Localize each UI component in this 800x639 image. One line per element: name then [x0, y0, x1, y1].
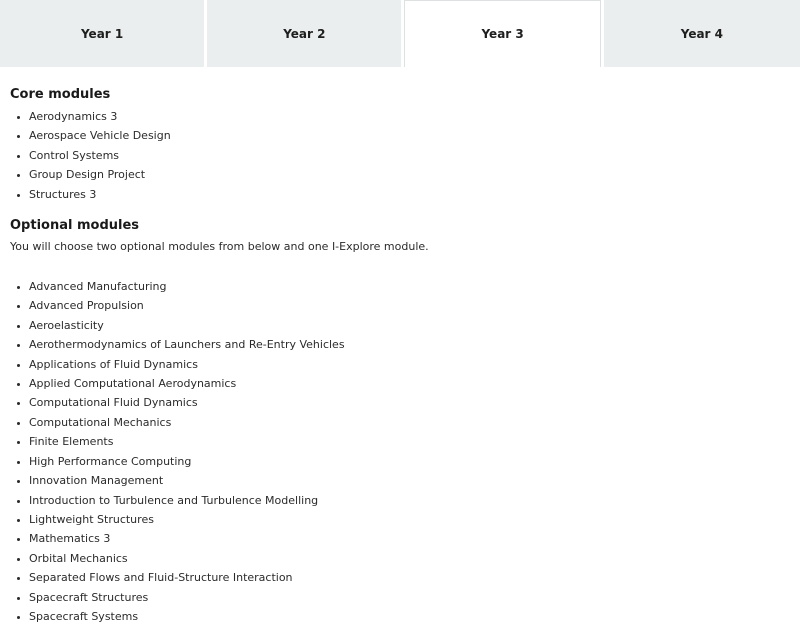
tab-year-3[interactable]: Year 3 — [404, 0, 600, 67]
tab-year-1[interactable]: Year 1 — [0, 0, 204, 67]
optional-modules-intro: You will choose two optional modules from below and one I-Explore module. — [10, 240, 429, 254]
list-item: • Structures 3 — [29, 185, 790, 204]
list-item: • Computational Mechanics — [29, 413, 790, 432]
tab-year-4[interactable]: Year 4 — [604, 0, 800, 67]
optional-modules-list — [10, 277, 790, 626]
list-item: • Applied Computational Aerodynamics — [29, 374, 790, 393]
core-modules-heading: Core modules — [10, 87, 111, 102]
optional-modules-heading: Optional modules — [10, 218, 140, 234]
list-item: • Control Systems — [29, 146, 790, 165]
list-item: • Finite Elements — [29, 432, 790, 451]
list-item: • Aerodynamics 3 — [29, 107, 790, 126]
list-item: • Aerothermodynamics of Launchers and Re-Entry Vehicles — [29, 335, 790, 354]
list-item: • Computational Fluid Dynamics — [29, 393, 790, 412]
year-tabs — [0, 0, 800, 67]
list-item: • Aerospace Vehicle Design — [29, 126, 790, 145]
core-modules-list — [10, 107, 790, 204]
list-item: • Advanced Manufacturing — [29, 277, 790, 296]
list-item: • Separated Flows and Fluid-Structure Interaction — [29, 568, 790, 587]
list-item: • High Performance Computing — [29, 452, 790, 471]
list-item: • Aeroelasticity — [29, 316, 790, 335]
list-item: • Introduction to Turbulence and Turbulence Modelling — [29, 491, 790, 510]
list-item: • Advanced Propulsion — [29, 296, 790, 315]
list-item: • Orbital Mechanics — [29, 549, 790, 568]
list-item: • Spacecraft Structures — [29, 588, 790, 607]
list-item: • Spacecraft Systems — [29, 607, 790, 626]
list-item: • Innovation Management — [29, 471, 790, 490]
list-item: • Applications of Fluid Dynamics — [29, 355, 790, 374]
list-item: • Lightweight Structures — [29, 510, 790, 529]
list-item: • Mathematics 3 — [29, 529, 790, 548]
list-item: • Group Design Project — [29, 165, 790, 184]
tab-panel-year-3 — [10, 86, 790, 626]
tab-year-2[interactable]: Year 2 — [207, 0, 401, 67]
